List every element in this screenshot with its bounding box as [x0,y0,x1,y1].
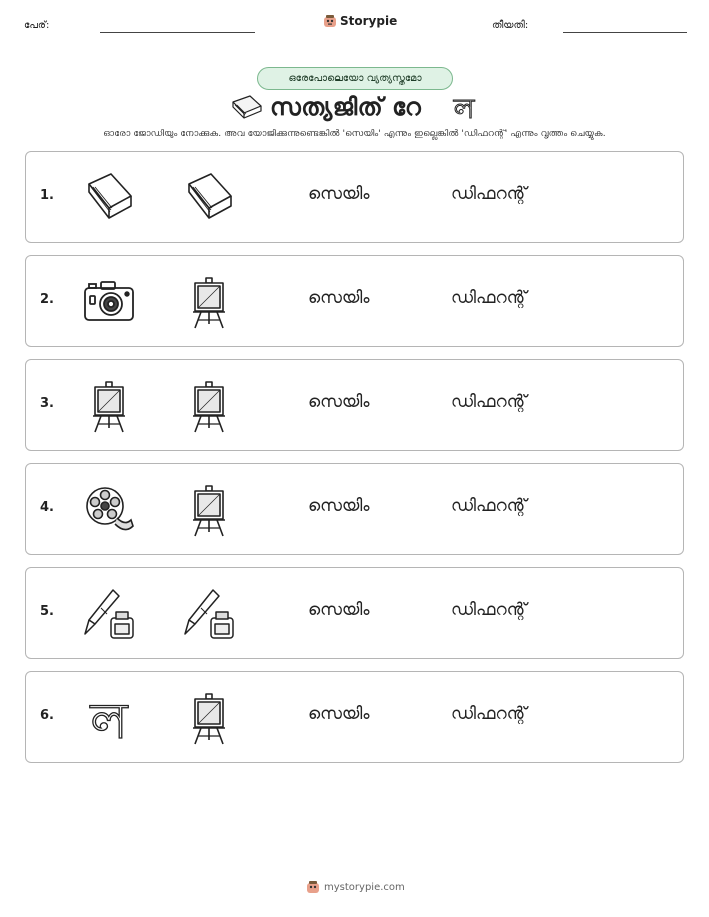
storypie-logo-icon [306,880,320,894]
name-line[interactable] [100,32,255,33]
pen-and-ink-icon [81,586,137,642]
brand-name: Storypie [340,14,398,28]
easel-icon [181,274,237,330]
question-row [25,463,684,555]
question-number: 2. [40,292,54,307]
different-option[interactable]: ഡിഫറന്റ് [451,496,527,516]
pen-and-ink-icon [181,586,237,642]
different-option[interactable]: ഡിഫറന്റ് [451,392,527,412]
camera-icon [81,274,137,330]
question-row [25,359,684,451]
svg-text:ল: ল [90,692,128,746]
question-row [25,151,684,243]
instructions: ഓരോ ജോഡിയും നോക്കുക. അവ യോജിക്കുന്നുണ്ടെങ്കിൽ 'സെയിം' എന്നും ഇല്ലെങ്കിൽ 'ഡിഫറന്റ്' എന്നും വൃത്തം ചെയ്യുക. [103,128,606,139]
film-reel-icon [81,482,137,538]
question-number: 6. [40,708,54,723]
book-icon [230,90,264,124]
bengali-letter-icon [449,90,479,124]
question-number: 1. [40,188,54,203]
easel-icon [181,482,237,538]
different-option[interactable]: ഡിഫറന്റ് [451,704,527,724]
question-row [25,567,684,659]
same-option[interactable]: സെയിം [308,392,370,412]
page-title: സത്യജിത് റേ [270,93,422,121]
book-icon [181,170,237,226]
footer-url: mystorypie.com [324,881,405,893]
easel-icon [181,378,237,434]
title-row [0,90,709,126]
date-label: തീയതി: [492,20,529,31]
easel-icon [81,378,137,434]
question-number: 3. [40,396,54,411]
same-option[interactable]: സെയിം [308,184,370,204]
same-option[interactable]: സെയിം [308,496,370,516]
question-number: 5. [40,604,54,619]
footer [306,880,405,894]
different-option[interactable]: ഡിഫറന്റ് [451,184,527,204]
bengali-letter-icon [81,690,137,746]
svg-text:ল: ল [453,92,475,124]
book-icon [81,170,137,226]
worksheet-type-badge: ഒരേപോലെയോ വ്യത്യസ്തമോ [257,67,453,90]
different-option[interactable]: ഡിഫറന്റ് [451,600,527,620]
same-option[interactable]: സെയിം [308,600,370,620]
date-line[interactable] [563,32,687,33]
question-row [25,671,684,763]
same-option[interactable]: സെയിം [308,704,370,724]
easel-icon [181,690,237,746]
name-label: പേര്: [24,20,50,31]
same-option[interactable]: സെയിം [308,288,370,308]
question-number: 4. [40,500,54,515]
worksheet-header [0,12,709,40]
different-option[interactable]: ഡിഫറന്റ് [451,288,527,308]
storypie-logo-icon [323,14,337,28]
brand [323,14,397,28]
question-row [25,255,684,347]
